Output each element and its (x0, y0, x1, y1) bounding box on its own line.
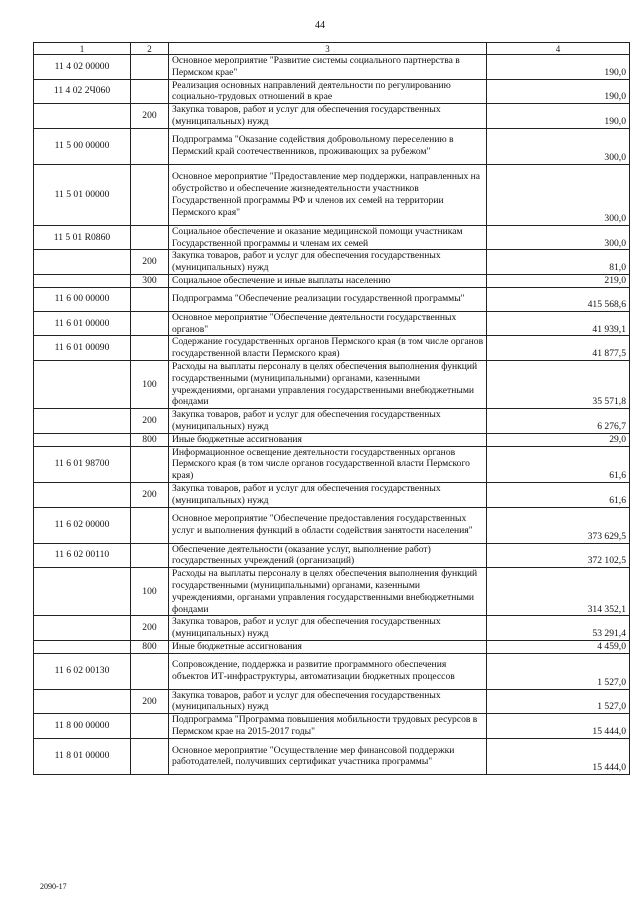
row-name: Информационное освещение деятельности государственных органов Пермского края (в том числе органов государственной власти Пермского края) (169, 446, 487, 482)
table-row (34, 79, 630, 104)
header-col-4: 4 (487, 43, 630, 55)
table-row (34, 507, 630, 543)
table-row (34, 653, 630, 689)
row-code: 11 4 02 2Ч060 (34, 79, 131, 104)
row-expense-type: 200 (131, 409, 169, 434)
table-row (34, 164, 630, 225)
row-sum: 190,0 (487, 104, 630, 129)
row-expense-type (131, 714, 169, 739)
table-row (34, 738, 630, 774)
row-code: 11 6 01 98700 (34, 446, 131, 482)
table-row (34, 55, 630, 80)
table-row (34, 128, 630, 164)
row-code (34, 689, 131, 714)
row-sum: 373 629,5 (487, 507, 630, 543)
row-name: Социальное обеспечение и оказание медицинской помощи участникам Государственной программы и членам их семей (169, 225, 487, 250)
row-expense-type: 200 (131, 616, 169, 641)
row-code (34, 360, 131, 408)
row-code: 11 6 01 00090 (34, 336, 131, 361)
row-sum: 300,0 (487, 225, 630, 250)
row-code (34, 104, 131, 129)
row-expense-type (131, 55, 169, 80)
row-name: Содержание государственных органов Пермского края (в том числе органов государственной власти Пермского края) (169, 336, 487, 361)
row-name: Закупка товаров, работ и услуг для обеспечения государственных (муниципальных) нужд (169, 104, 487, 129)
row-code (34, 616, 131, 641)
row-name: Закупка товаров, работ и услуг для обеспечения государственных (муниципальных) нужд (169, 250, 487, 275)
row-name: Основное мероприятие "Развитие системы социального партнерства в Пермском крае" (169, 55, 487, 80)
table-row (34, 225, 630, 250)
row-sum: 15 444,0 (487, 714, 630, 739)
row-sum: 53 291,4 (487, 616, 630, 641)
row-sum: 15 444,0 (487, 738, 630, 774)
row-code: 11 6 00 00000 (34, 287, 131, 311)
row-expense-type: 100 (131, 568, 169, 616)
row-expense-type (131, 128, 169, 164)
row-expense-type: 800 (131, 433, 169, 446)
table-header-row (34, 43, 630, 55)
table-row (34, 568, 630, 616)
table-row (34, 311, 630, 336)
row-name: Расходы на выплаты персоналу в целях обеспечения выполнения функций государственными (муниципальными) органами, казенными учреждениями, органами управления государственными внебюджетными фондами (169, 568, 487, 616)
row-sum: 29,0 (487, 433, 630, 446)
table-row (34, 274, 630, 287)
table-row (34, 543, 630, 568)
table-row (34, 433, 630, 446)
row-name: Подпрограмма "Оказание содействия добровольному переселению в Пермский край соотечественников, проживающих за рубежом" (169, 128, 487, 164)
table-row (34, 714, 630, 739)
table-row (34, 446, 630, 482)
row-name: Расходы на выплаты персоналу в целях обеспечения выполнения функций государственными (муниципальными) органами, казенными учреждениями, органами управления государственными внебюджетными фондами (169, 360, 487, 408)
row-name: Основное мероприятие "Осуществление мер финансовой поддержки работодателей, получивших сертификат участника программы" (169, 738, 487, 774)
row-expense-type (131, 446, 169, 482)
row-code (34, 482, 131, 507)
table-row (34, 409, 630, 434)
row-code: 11 5 00 00000 (34, 128, 131, 164)
row-name: Сопровождение, поддержка и развитие программного обеспечения объектов ИТ-инфраструктуры, автоматизации бюджетных процессов (169, 653, 487, 689)
table-row (34, 336, 630, 361)
row-expense-type (131, 738, 169, 774)
row-name: Обеспечение деятельности (оказание услуг, выполнение работ) государственных учреждений (организаций) (169, 543, 487, 568)
row-name: Иные бюджетные ассигнования (169, 640, 487, 653)
row-name: Иные бюджетные ассигнования (169, 433, 487, 446)
row-sum: 1 527,0 (487, 689, 630, 714)
row-expense-type (131, 653, 169, 689)
row-sum: 314 352,1 (487, 568, 630, 616)
row-sum: 415 568,6 (487, 287, 630, 311)
row-name: Закупка товаров, работ и услуг для обеспечения государственных (муниципальных) нужд (169, 482, 487, 507)
row-name: Социальное обеспечение и иные выплаты населению (169, 274, 487, 287)
row-name: Основное мероприятие "Обеспечение деятельности государственных органов" (169, 311, 487, 336)
table-row (34, 250, 630, 275)
row-code (34, 250, 131, 275)
row-sum: 190,0 (487, 55, 630, 80)
row-code: 11 8 00 00000 (34, 714, 131, 739)
row-sum: 41 939,1 (487, 311, 630, 336)
budget-table (33, 42, 630, 775)
row-expense-type (131, 543, 169, 568)
row-code (34, 274, 131, 287)
row-code (34, 568, 131, 616)
row-code: 11 5 01 00000 (34, 164, 131, 225)
page-number: 44 (315, 20, 325, 31)
row-code: 11 5 01 R0860 (34, 225, 131, 250)
row-code: 11 6 02 00130 (34, 653, 131, 689)
row-code (34, 409, 131, 434)
row-sum: 35 571,8 (487, 360, 630, 408)
row-expense-type (131, 336, 169, 361)
header-col-3: 3 (169, 43, 487, 55)
row-sum: 81,0 (487, 250, 630, 275)
row-name: Закупка товаров, работ и услуг для обеспечения государственных (муниципальных) нужд (169, 616, 487, 641)
table-row (34, 482, 630, 507)
row-code (34, 640, 131, 653)
row-name: Основное мероприятие "Предоставление мер поддержки, направленных на обустройство и обеспечение жизнедеятельности участников Государственной программы РФ и членов их семей на территории Пермского края" (169, 164, 487, 225)
header-col-2: 2 (131, 43, 169, 55)
row-sum: 61,6 (487, 482, 630, 507)
row-expense-type: 200 (131, 689, 169, 714)
table-row (34, 689, 630, 714)
document-id: 2090-17 (40, 882, 67, 891)
row-code: 11 6 02 00110 (34, 543, 131, 568)
row-sum: 372 102,5 (487, 543, 630, 568)
row-expense-type: 300 (131, 274, 169, 287)
row-sum: 300,0 (487, 164, 630, 225)
row-name: Реализация основных направлений деятельности по регулированию социально-трудовых отношений в крае (169, 79, 487, 104)
row-name: Закупка товаров, работ и услуг для обеспечения государственных (муниципальных) нужд (169, 689, 487, 714)
row-name: Подпрограмма "Обеспечение реализации государственной программы" (169, 287, 487, 311)
row-expense-type (131, 79, 169, 104)
row-sum: 219,0 (487, 274, 630, 287)
table-row (34, 360, 630, 408)
row-expense-type: 200 (131, 250, 169, 275)
row-sum: 190,0 (487, 79, 630, 104)
table-row (34, 640, 630, 653)
row-expense-type (131, 225, 169, 250)
row-expense-type (131, 507, 169, 543)
row-expense-type (131, 287, 169, 311)
row-code (34, 433, 131, 446)
row-sum: 1 527,0 (487, 653, 630, 689)
row-expense-type: 200 (131, 482, 169, 507)
row-name: Основное мероприятие "Обеспечение предоставления государственных услуг и выполнения функций в области содействия занятости населения" (169, 507, 487, 543)
row-expense-type (131, 311, 169, 336)
row-sum: 61,6 (487, 446, 630, 482)
row-code: 11 6 01 00000 (34, 311, 131, 336)
row-code: 11 4 02 00000 (34, 55, 131, 80)
table-row (34, 287, 630, 311)
row-expense-type: 100 (131, 360, 169, 408)
header-col-1: 1 (34, 43, 131, 55)
row-sum: 6 276,7 (487, 409, 630, 434)
row-name: Подпрограмма "Программа повышения мобильности трудовых ресурсов в Пермском крае на 2015-2017 годы" (169, 714, 487, 739)
row-code: 11 8 01 00000 (34, 738, 131, 774)
row-expense-type: 200 (131, 104, 169, 129)
row-code: 11 6 02 00000 (34, 507, 131, 543)
row-sum: 41 877,5 (487, 336, 630, 361)
table-row (34, 616, 630, 641)
row-expense-type: 800 (131, 640, 169, 653)
row-name: Закупка товаров, работ и услуг для обеспечения государственных (муниципальных) нужд (169, 409, 487, 434)
table-row (34, 104, 630, 129)
row-sum: 4 459,0 (487, 640, 630, 653)
row-sum: 300,0 (487, 128, 630, 164)
row-expense-type (131, 164, 169, 225)
